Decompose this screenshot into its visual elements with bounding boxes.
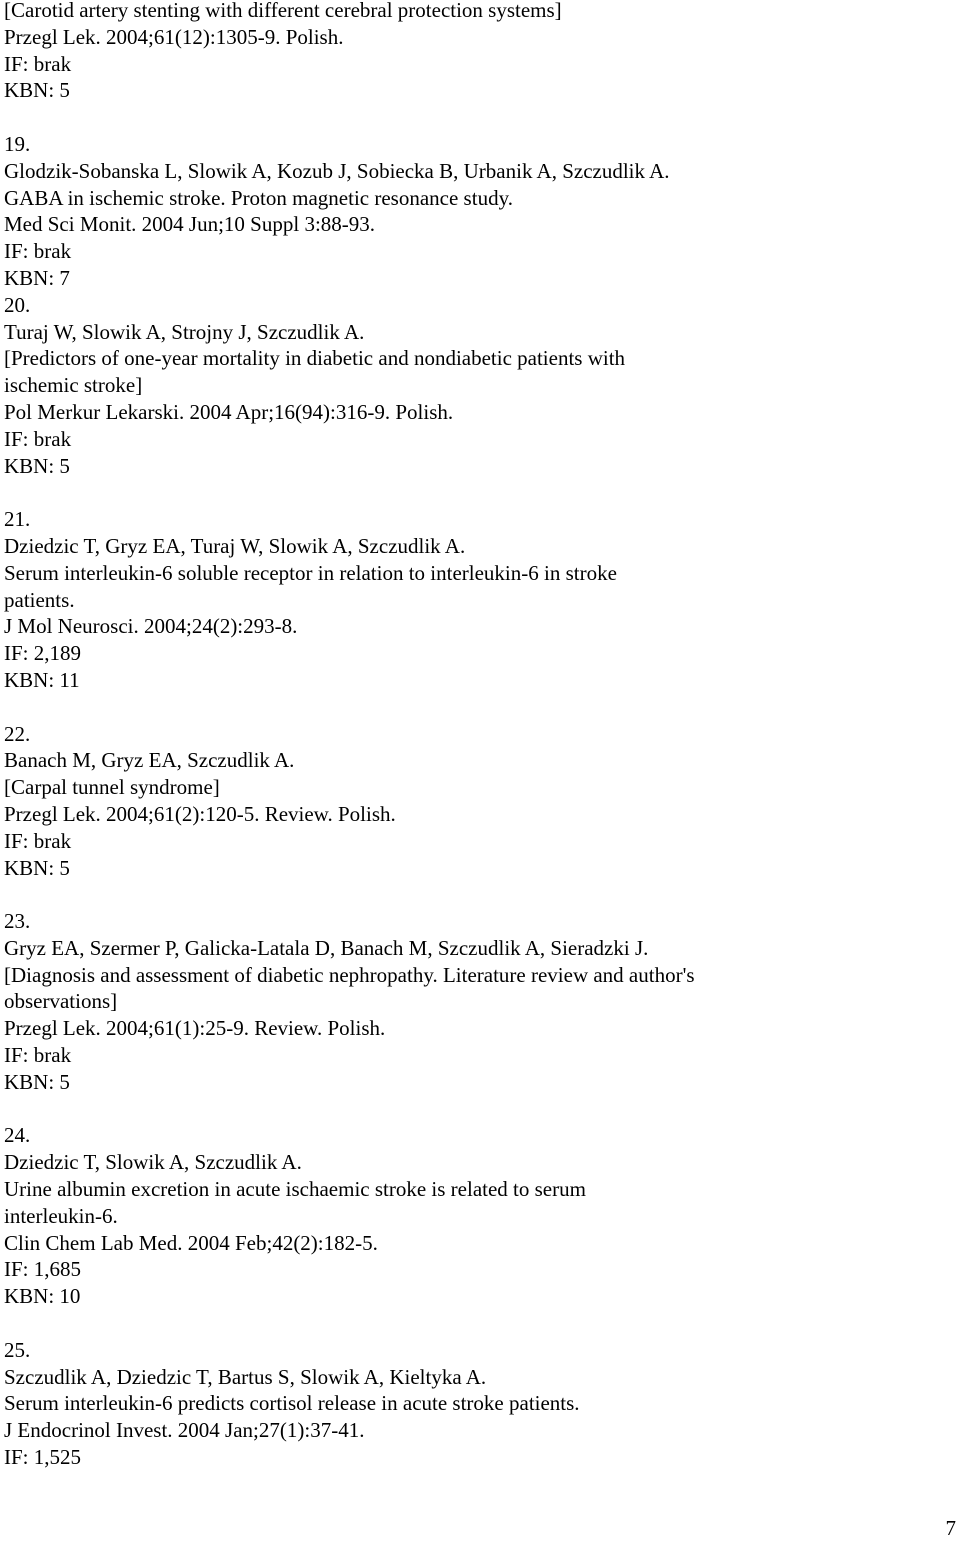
reference-title: [Carotid artery stenting with different cerebral protection systems] — [4, 0, 562, 22]
reference-entry — [4, 292, 944, 480]
reference-authors: Dziedzic T, Slowik A, Szczudlik A. — [4, 1150, 302, 1175]
reference-authors: Gryz EA, Szermer P, Galicka-Latala D, Banach M, Szczudlik A, Sieradzki J. — [4, 935, 649, 960]
reference-if: IF: 1,525 — [4, 1445, 82, 1470]
reference-title-continued: interleukin-6. — [4, 1203, 118, 1228]
reference-if: IF: 1,685 — [4, 1257, 82, 1282]
reference-journal: J Endocrinol Invest. 2004 Jan;27(1):37-41. — [4, 1418, 365, 1443]
reference-number: 22. — [4, 721, 31, 746]
reference-journal: Przegl Lek. 2004;61(2):120-5. Review. Polish. — [4, 801, 396, 826]
reference-number: 25. — [4, 1337, 31, 1362]
reference-entry — [4, 908, 944, 1096]
reference-journal: Clin Chem Lab Med. 2004 Feb;42(2):182-5. — [4, 1230, 378, 1255]
reference-authors: Szczudlik A, Dziedzic T, Bartus S, Slowik A, Kieltyka A. — [4, 1364, 487, 1389]
reference-number: 21. — [4, 507, 31, 532]
spacer — [4, 479, 944, 506]
reference-authors: Glodzik-Sobanska L, Slowik A, Kozub J, Sobiecka B, Urbanik A, Szczudlik A. — [4, 158, 670, 183]
reference-journal: Med Sci Monit. 2004 Jun;10 Suppl 3:88-93. — [4, 212, 376, 237]
reference-number: 20. — [4, 292, 31, 317]
reference-title-continued: observations] — [4, 989, 118, 1014]
reference-number: 19. — [4, 131, 31, 156]
reference-if: IF: brak — [4, 239, 72, 264]
reference-kbn: KBN: 7 — [4, 265, 70, 290]
reference-title: Urine albumin excretion in acute ischaemic stroke is related to serum — [4, 1177, 586, 1202]
reference-entry — [4, 506, 944, 694]
spacer — [4, 1096, 944, 1123]
reference-journal: Przegl Lek. 2004;61(12):1305-9. Polish. — [4, 24, 344, 49]
reference-if: IF: brak — [4, 51, 72, 76]
reference-kbn: KBN: 5 — [4, 453, 70, 478]
reference-entry — [4, 131, 944, 292]
reference-if: IF: brak — [4, 426, 72, 451]
reference-kbn: KBN: 5 — [4, 855, 70, 880]
reference-title: GABA in ischemic stroke. Proton magnetic resonance study. — [4, 185, 513, 210]
reference-if: IF: brak — [4, 1043, 72, 1068]
reference-kbn: KBN: 5 — [4, 1069, 70, 1094]
reference-journal: J Mol Neurosci. 2004;24(2):293-8. — [4, 614, 298, 639]
reference-number: 24. — [4, 1123, 31, 1148]
reference-title-continued: patients. — [4, 587, 75, 612]
reference-kbn: KBN: 5 — [4, 78, 70, 103]
reference-title: Serum interleukin-6 soluble receptor in relation to interleukin-6 in stroke — [4, 560, 617, 585]
document-page — [4, 0, 944, 1471]
reference-title: [Carpal tunnel syndrome] — [4, 775, 220, 800]
reference-entry — [4, 1337, 944, 1471]
spacer — [4, 694, 944, 721]
page-number: 7 — [945, 1516, 956, 1540]
reference-entry — [4, 0, 944, 104]
reference-title: [Diagnosis and assessment of diabetic nephropathy. Literature review and author's — [4, 962, 695, 987]
reference-entry — [4, 721, 944, 882]
reference-kbn: KBN: 11 — [4, 667, 80, 692]
reference-journal: Przegl Lek. 2004;61(1):25-9. Review. Polish. — [4, 1016, 386, 1041]
reference-if: IF: brak — [4, 828, 72, 853]
reference-authors: Turaj W, Slowik A, Strojny J, Szczudlik A. — [4, 319, 365, 344]
reference-journal: Pol Merkur Lekarski. 2004 Apr;16(94):316-9. Polish. — [4, 399, 454, 424]
reference-title: [Predictors of one-year mortality in diabetic and nondiabetic patients with — [4, 346, 626, 371]
reference-entry — [4, 1122, 944, 1310]
reference-if: IF: 2,189 — [4, 641, 82, 666]
reference-kbn: KBN: 10 — [4, 1284, 81, 1309]
reference-authors: Dziedzic T, Gryz EA, Turaj W, Slowik A, Szczudlik A. — [4, 533, 466, 558]
spacer — [4, 881, 944, 908]
spacer — [4, 104, 944, 131]
reference-title: Serum interleukin-6 predicts cortisol release in acute stroke patients. — [4, 1391, 580, 1416]
reference-title-continued: ischemic stroke] — [4, 373, 143, 398]
reference-authors: Banach M, Gryz EA, Szczudlik A. — [4, 748, 295, 773]
spacer — [4, 1310, 944, 1337]
reference-number: 23. — [4, 909, 31, 934]
